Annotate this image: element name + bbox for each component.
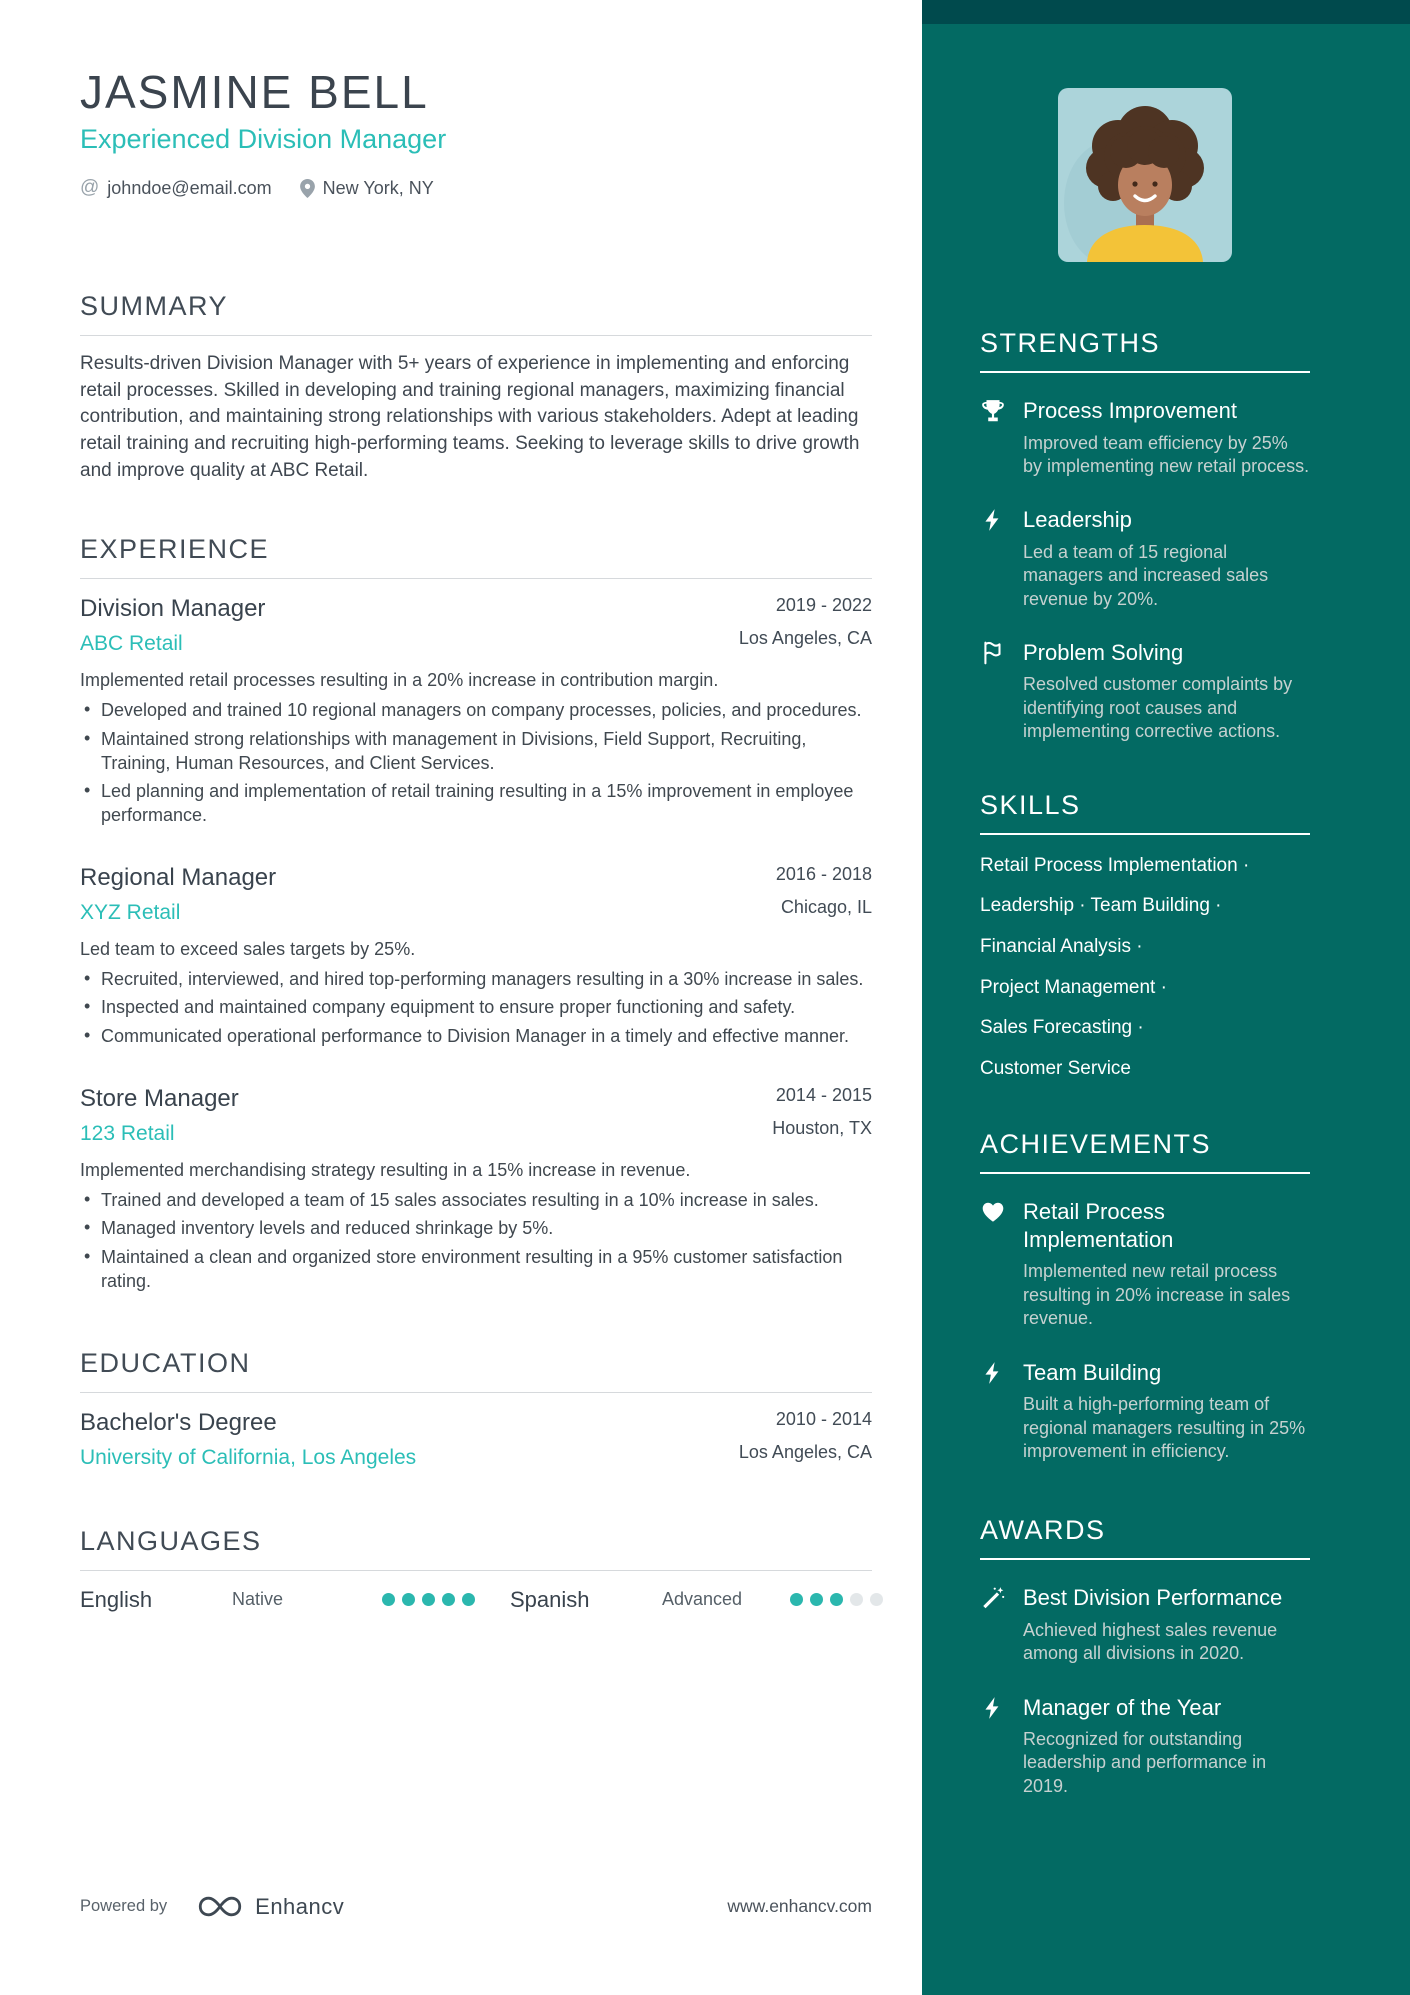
email-link[interactable]: johndoe@email.com — [107, 177, 272, 198]
job-title: Regional Manager — [80, 863, 277, 891]
brand-wordmark[interactable]: Enhancv — [255, 1893, 345, 1919]
sidebar-content — [922, 88, 1410, 1838]
job-bullet: • Maintained a clean and organized store environment resulting in a 95% customer satisfaction rating. — [80, 1246, 872, 1294]
job-lead: Implemented merchandising strategy resulting in a 15% increase in revenue. — [80, 1159, 691, 1180]
language-item — [510, 1587, 872, 1613]
experience-heading: EXPERIENCE — [80, 534, 872, 579]
summary-heading: SUMMARY — [80, 291, 872, 336]
job-bullet: • Developed and trained 10 regional managers on company processes, policies, and procedures. — [80, 699, 872, 723]
award-title: Best Division Performance — [1023, 1585, 1283, 1611]
person-headline: Experienced Division Manager — [80, 124, 447, 155]
profile-photo — [1058, 88, 1232, 262]
education-heading: EDUCATION — [80, 1348, 872, 1393]
education-location: Los Angeles, CA — [738, 1441, 872, 1462]
job-title: Division Manager — [80, 595, 266, 623]
achievement-title: Retail Process Implementation — [1023, 1199, 1174, 1252]
award-text: Achieved highest sales revenue among all divisions in 2020. — [1023, 1619, 1278, 1664]
sidebar-top-strip — [922, 0, 1410, 24]
job-bullet: • Managed inventory levels and reduced shrinkage by 5%. — [80, 1217, 872, 1241]
achievement-text: Built a high-performing team of regional managers resulting in 25% improvement in efficiency. — [1023, 1394, 1306, 1461]
strength-item — [980, 506, 1310, 611]
language-name: English — [80, 1586, 153, 1612]
heart-icon — [980, 1198, 1007, 1330]
award-item — [980, 1694, 1310, 1799]
job-lead: Implemented retail processes resulting in a 20% increase in contribution margin. — [80, 670, 719, 691]
flag-icon — [980, 639, 1007, 744]
location-text: New York, NY — [322, 177, 434, 198]
experience-entry — [80, 1085, 872, 1294]
job-header — [80, 864, 872, 925]
achievement-item — [980, 1359, 1310, 1464]
degree-name: Bachelor's Degree — [80, 1408, 277, 1436]
job-header — [80, 1085, 872, 1146]
achievements-heading: ACHIEVEMENTS — [980, 1129, 1310, 1174]
job-dates: 2019 - 2022 — [775, 595, 872, 616]
skill-line: Financial Analysis · — [980, 935, 1143, 957]
language-level: Advanced — [662, 1589, 743, 1610]
awards-heading: AWARDS — [980, 1515, 1310, 1560]
summary-text: Results-driven Division Manager with 5+ years of experience in implementing and enforcing retail processes. Skilled in developing and training regional managers, maximizing financial contribution, and maintaining strong relationships with various stakeholders. Adept at leading retail training and recruiting high-performing teams. Seeking to leverage skills to drive growth and improve quality at ABC Retail. — [80, 353, 860, 481]
job-dates: 2016 - 2018 — [775, 863, 872, 884]
location-pin-icon — [300, 179, 315, 198]
sidebar — [922, 0, 1410, 1995]
person-name: JASMINE BELL — [80, 66, 429, 118]
summary-section — [80, 291, 872, 484]
job-header — [80, 595, 872, 656]
achievements-section — [980, 1129, 1310, 1463]
skill-line: Retail Process Implementation · — [980, 854, 1250, 876]
skill-line: Customer Service — [980, 1057, 1131, 1079]
strengths-section — [980, 328, 1310, 744]
experience-entry — [80, 864, 872, 1049]
strength-text: Improved team efficiency by 25% by implementing new retail process. — [1023, 432, 1310, 476]
awards-section — [980, 1515, 1310, 1798]
award-item — [980, 1584, 1310, 1665]
language-level: Native — [232, 1589, 284, 1610]
job-bullets — [80, 699, 872, 828]
job-company: 123 Retail — [80, 1121, 175, 1145]
job-bullets — [80, 1189, 872, 1294]
skills-heading: SKILLS — [980, 790, 1310, 835]
skill-line: Leadership · Team Building · — [980, 895, 1222, 917]
award-text: Recognized for outstanding leadership and performance in 2019. — [1023, 1729, 1267, 1796]
powered-by-label: Powered by — [80, 1897, 168, 1915]
language-proficiency-dots — [382, 1593, 475, 1606]
job-bullet: • Maintained strong relationships with management in Divisions, Field Support, Recruiting, Training, Human Resources, and Client Services. — [80, 728, 872, 776]
contact-row — [80, 177, 872, 199]
experience-section — [80, 534, 872, 1293]
job-bullet: • Communicated operational performance to Division Manager in a timely and effective manner. — [80, 1025, 872, 1049]
strength-text: Led a team of 15 regional managers and increased sales revenue by 20%. — [1023, 541, 1269, 609]
trophy-icon — [980, 397, 1007, 478]
skill-line: Sales Forecasting · — [980, 1017, 1144, 1039]
job-bullets — [80, 968, 872, 1049]
job-bullet: • Led planning and implementation of retail training resulting in a 15% improvement in employee performance. — [80, 780, 872, 828]
job-title: Store Manager — [80, 1084, 239, 1112]
strength-item — [980, 397, 1310, 478]
wand-icon — [980, 1584, 1007, 1665]
achievement-item — [980, 1198, 1310, 1330]
job-company: ABC Retail — [80, 632, 183, 656]
languages-heading: LANGUAGES — [80, 1526, 872, 1571]
job-lead: Led team to exceed sales targets by 25%. — [80, 938, 416, 959]
school-name: University of California, Los Angeles — [80, 1445, 417, 1469]
footer-url[interactable]: www.enhancv.com — [727, 1896, 872, 1916]
languages-section — [80, 1526, 872, 1613]
job-dates: 2014 - 2015 — [775, 1084, 872, 1105]
bolt-icon — [980, 1694, 1007, 1799]
strength-title: Process Improvement — [1023, 398, 1237, 423]
job-bullet: • Recruited, interviewed, and hired top-performing managers resulting in a 30% increase in sales. — [80, 968, 872, 992]
strength-text: Resolved customer complaints by identifying root causes and implementing corrective actions. — [1023, 674, 1293, 742]
skill-line: Project Management · — [980, 976, 1167, 998]
skills-section — [980, 790, 1310, 1082]
achievement-text: Implemented new retail process resulting in 20% increase in sales revenue. — [1023, 1261, 1291, 1329]
language-name: Spanish — [510, 1586, 590, 1612]
job-location: Houston, TX — [772, 1117, 872, 1138]
job-bullet: • Trained and developed a team of 15 sales associates resulting in a 10% increase in sales. — [80, 1189, 872, 1213]
job-company: XYZ Retail — [80, 900, 181, 924]
job-location: Los Angeles, CA — [738, 628, 872, 649]
languages-row — [80, 1587, 872, 1613]
bolt-icon — [980, 506, 1007, 611]
experience-entry — [80, 595, 872, 828]
job-location: Chicago, IL — [780, 896, 872, 917]
page-footer — [80, 1893, 872, 1920]
strength-title: Leadership — [1023, 507, 1132, 533]
bolt-icon — [980, 1359, 1007, 1464]
job-bullet: • Inspected and maintained company equipment to ensure proper functioning and safety. — [80, 996, 872, 1020]
education-dates: 2010 - 2014 — [775, 1408, 872, 1429]
language-proficiency-dots — [790, 1593, 883, 1606]
enhancv-logo-icon[interactable] — [197, 1893, 243, 1920]
email-icon: @ — [80, 177, 100, 199]
language-item — [80, 1587, 476, 1613]
education-entry — [80, 1409, 872, 1470]
strength-item — [980, 639, 1310, 744]
award-title: Manager of the Year — [1023, 1694, 1222, 1720]
achievement-title: Team Building — [1023, 1359, 1162, 1385]
strength-title: Problem Solving — [1023, 639, 1184, 665]
education-section — [80, 1348, 872, 1470]
strengths-heading: STRENGTHS — [980, 328, 1310, 373]
